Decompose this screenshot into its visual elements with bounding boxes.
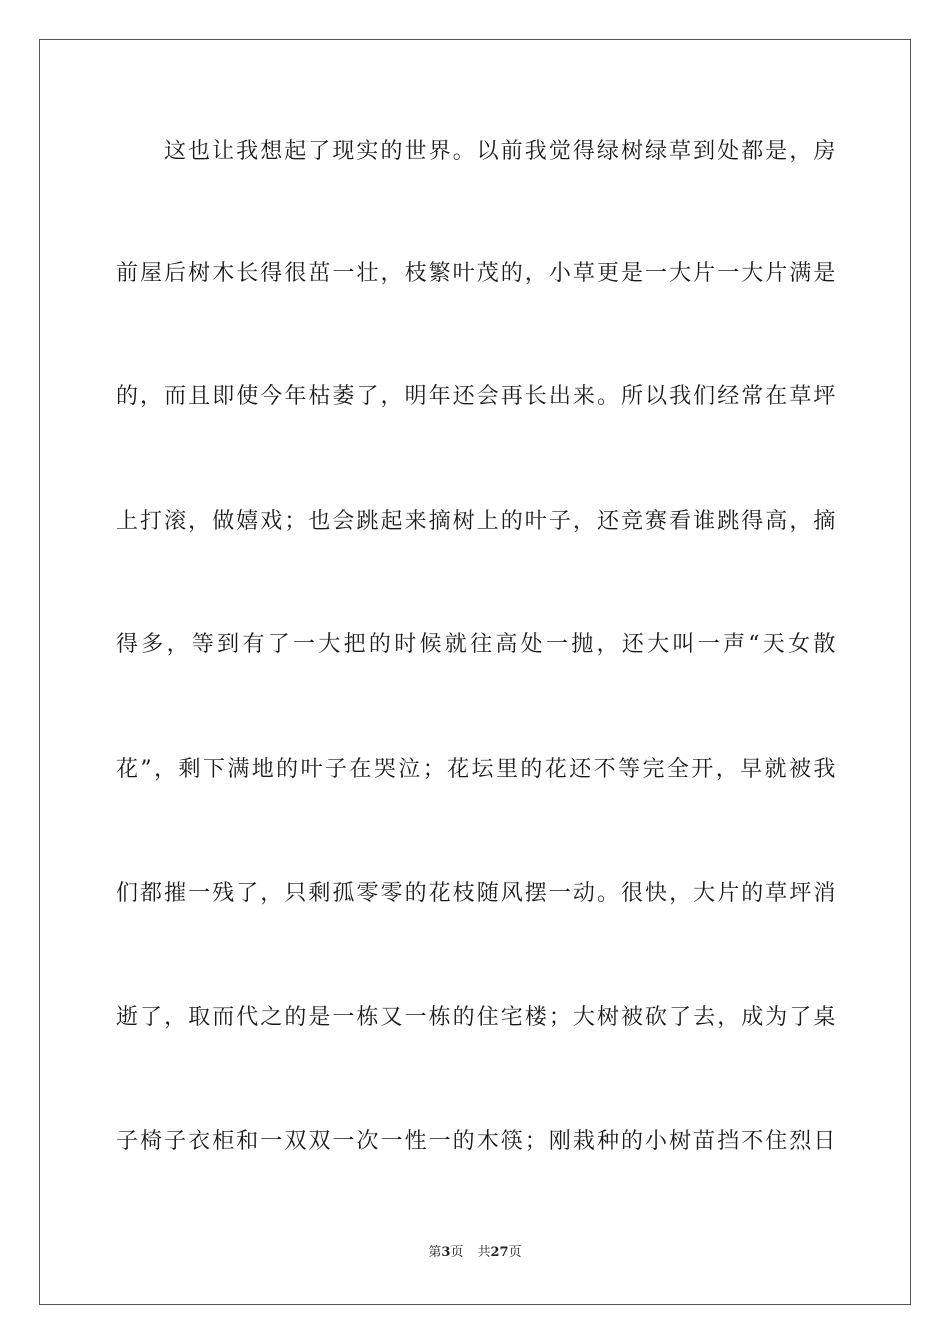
paragraph-line-3: 的，而且即使今年枯萎了，明年还会再长出来。所以我们经常在草坪 bbox=[116, 384, 836, 409]
total-prefix: 共 bbox=[477, 1245, 491, 1260]
paragraph-line-8: 逝了，取而代之的是一栋又一栋的住宅楼；大树被砍了去，成为了桌 bbox=[116, 1005, 836, 1030]
page-suffix: 页 bbox=[450, 1245, 464, 1260]
page-border bbox=[39, 39, 911, 1305]
total-suffix: 页 bbox=[508, 1245, 522, 1260]
paragraph-line-6: 花”，剩下满地的叶子在哭泣；花坛里的花还不等完全开，早就被我 bbox=[116, 757, 836, 782]
page-number: 3 bbox=[441, 1245, 451, 1260]
paragraph-line-1: 这也让我想起了现实的世界。以前我觉得绿树绿草到处都是，房 bbox=[164, 139, 836, 164]
paragraph-line-5: 得多，等到有了一大把的时候就往高处一抛，还大叫一声“天女散 bbox=[116, 632, 836, 657]
paragraph-line-7: 们都摧一残了，只剩孤零零的花枝随风摆一动。很快，大片的草坪消 bbox=[116, 881, 836, 906]
total-pages: 27 bbox=[490, 1245, 509, 1260]
page-footer bbox=[0, 1243, 950, 1263]
page-prefix: 第 bbox=[428, 1245, 442, 1260]
paragraph-line-4: 上打滚，做嬉戏；也会跳起来摘树上的叶子，还竞赛看谁跳得高，摘 bbox=[116, 509, 836, 534]
paragraph-line-9: 子椅子衣柜和一双双一次一性一的木筷；刚栽种的小树苗挡不住烈日 bbox=[116, 1129, 836, 1154]
paragraph-line-2: 前屋后树木长得很茁一壮，枝繁叶茂的，小草更是一大片一大片满是 bbox=[116, 261, 836, 286]
